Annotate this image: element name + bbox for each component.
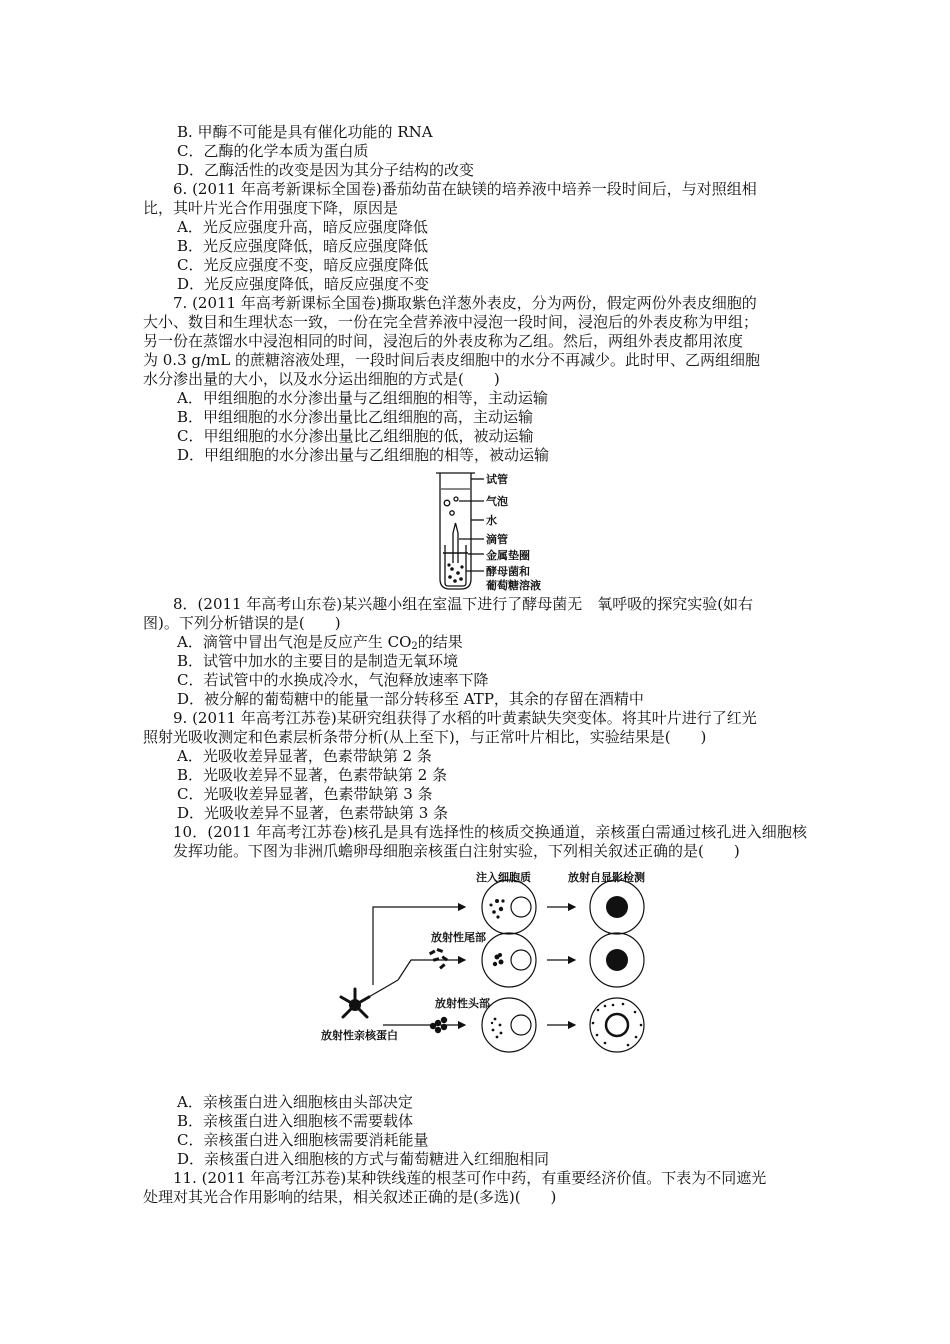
q7-option-b: B．甲组细胞的水分渗出量比乙组细胞的高，主动运输 xyxy=(177,408,534,426)
label-radioactive-head: 放射性头部 xyxy=(435,997,490,1010)
label-yeast-2: 葡萄糖溶液 xyxy=(486,579,541,592)
q8-option-b: B．试管中加水的主要目的是制造无氧环境 xyxy=(177,652,459,670)
q9-stem-line1: 9. (2011 年高考江苏卷)某研究组获得了水稻的叶黄素缺失突变体。将其叶片进行了红光 xyxy=(173,709,757,727)
q7-option-c: C．甲组细胞的水分渗出量比乙组细胞的低，被动运输 xyxy=(177,427,534,445)
q8-option-d: D．被分解的葡萄糖中的能量一部分转移至 ATP，其余的存留在酒精中 xyxy=(177,690,644,708)
q6-stem-line2: 比，其叶片光合作用强度下降，原因是 xyxy=(143,199,399,217)
q8-option-a xyxy=(143,633,807,652)
q10-stem xyxy=(143,823,807,861)
label-dropper: 滴管 xyxy=(486,533,508,546)
q5-option-b: B. 甲酶不可能是具有催化功能的 RNA xyxy=(177,123,433,141)
q7-stem-line2: 大小、数目和生理状态一致，一份在完全营养液中浸泡一段时间，浸泡后的外表皮称为甲组； xyxy=(143,313,759,331)
q5-option-d: D．乙酶活性的改变是因为其分子结构的改变 xyxy=(177,161,475,179)
label-gasket: 金属垫圈 xyxy=(486,549,530,562)
q10-option-a: A．亲核蛋白进入细胞核由头部决定 xyxy=(177,1093,413,1111)
q11-stem-line1: 11. (2011 年高考江苏卷)某种铁线莲的根茎可作中药，有重要经济价值。下表为不同遮光 xyxy=(173,1169,767,1187)
label-bubble: 气泡 xyxy=(486,495,508,508)
q7-stem-line1: 7. (2011 年高考新课标全国卷)撕取紫色洋葱外表皮，分为两份，假定两份外表皮细胞的 xyxy=(173,294,757,312)
test-tube-figure xyxy=(143,467,807,593)
q6-option-a: A．光反应强度升高，暗反应强度降低 xyxy=(177,218,428,236)
label-yeast-1: 酵母菌和 xyxy=(486,565,530,578)
q10-option-b: B．亲核蛋白进入细胞核不需要载体 xyxy=(177,1112,414,1130)
q9-option-b: B．光吸收差异不显著，色素带缺第 2 条 xyxy=(177,766,448,784)
q10-option-d: D．亲核蛋白进入细胞核的方式与葡萄糖进入红细胞相同 xyxy=(177,1150,550,1168)
label-radioactive-tail: 放射性尾部 xyxy=(431,931,486,944)
q9-option-a: A．光吸收差异显著，色素带缺第 2 条 xyxy=(177,747,432,765)
q6-option-c: C．光反应强度不变，暗反应强度降低 xyxy=(177,256,429,274)
q11-stem-line2: 处理对其光合作用影响的结果，相关叙述正确的是(多选)( ) xyxy=(143,1188,557,1206)
q8-option-a-tail: 的结果 xyxy=(417,633,463,651)
q8-stem-line1: 8．(2011 年高考山东卷)某兴趣小组在室温下进行了酵母菌无 氧呼吸的探究实验(如右 xyxy=(173,595,754,613)
q8-option-a-text: A．滴管中冒出气泡是反应产生 CO xyxy=(177,633,412,651)
q9-stem-line2: 照射光吸收测定和色素层析条带分析(从上至下)，与正常叶片相比，实验结果是( ) xyxy=(143,728,707,746)
q10-stem-text: 10．(2011 年高考江苏卷)核孔是具有选择性的核质交换通道，亲核蛋白需通过核孔进入细胞核发挥功能。下图为非洲爪蟾卵母细胞亲核蛋白注射实验，下列相关叙述正确的是( ) xyxy=(173,823,807,860)
label-autoradiography: 放射自显影检测 xyxy=(568,871,645,884)
q7-stem-line3: 另一份在蒸馏水中浸泡相同的时间，浸泡后的外表皮称为乙组。然后，两组外表皮都用浓度 xyxy=(143,332,744,350)
label-water: 水 xyxy=(486,514,497,527)
label-tube: 试管 xyxy=(486,473,508,486)
q7-stem-line4: 为 0.3 g/mL 的蔗糖溶液处理，一段时间后表皮细胞中的水分不再减少。此时甲、乙两组细胞 xyxy=(143,351,761,369)
q9-option-d: D．光吸收差异不显著，色素带缺第 3 条 xyxy=(177,804,449,822)
label-inject-cytoplasm: 注入细胞质 xyxy=(476,871,531,884)
q6-option-d: D．光反应强度降低，暗反应强度不变 xyxy=(177,275,430,293)
q9-option-c: C．光吸收差异显著，色素带缺第 3 条 xyxy=(177,785,433,803)
q10-option-c: C．亲核蛋白进入细胞核需要消耗能量 xyxy=(177,1131,429,1149)
q8-option-a-subscript: 2 xyxy=(411,641,418,652)
q6-stem-line1: 6. (2011 年高考新课标全国卷)番茄幼苗在缺镁的培养液中培养一段时间后，与对照组相 xyxy=(173,180,757,198)
q8-stem-line2: 图)。下列分析错误的是( ) xyxy=(143,614,341,632)
nuclear-protein-diagram xyxy=(143,865,807,1085)
test-tube-diagram xyxy=(143,467,807,593)
q6-option-b: B．光反应强度降低，暗反应强度降低 xyxy=(177,237,429,255)
label-radioactive-protein: 放射性亲核蛋白 xyxy=(321,1029,398,1042)
q7-option-a: A．甲组细胞的水分渗出量与乙组细胞的相等，主动运输 xyxy=(177,389,548,407)
q8-option-c: C．若试管中的水换成冷水，气泡释放速率下降 xyxy=(177,671,489,689)
q7-stem-line5: 水分渗出量的大小，以及水分运出细胞的方式是( ) xyxy=(143,370,500,388)
document-page xyxy=(143,123,807,1207)
q7-option-d: D．甲组细胞的水分渗出量与乙组细胞的相等，被动运输 xyxy=(177,446,550,464)
nuclear-protein-figure xyxy=(143,865,807,1085)
q5-option-c: C．乙酶的化学本质为蛋白质 xyxy=(177,142,369,160)
